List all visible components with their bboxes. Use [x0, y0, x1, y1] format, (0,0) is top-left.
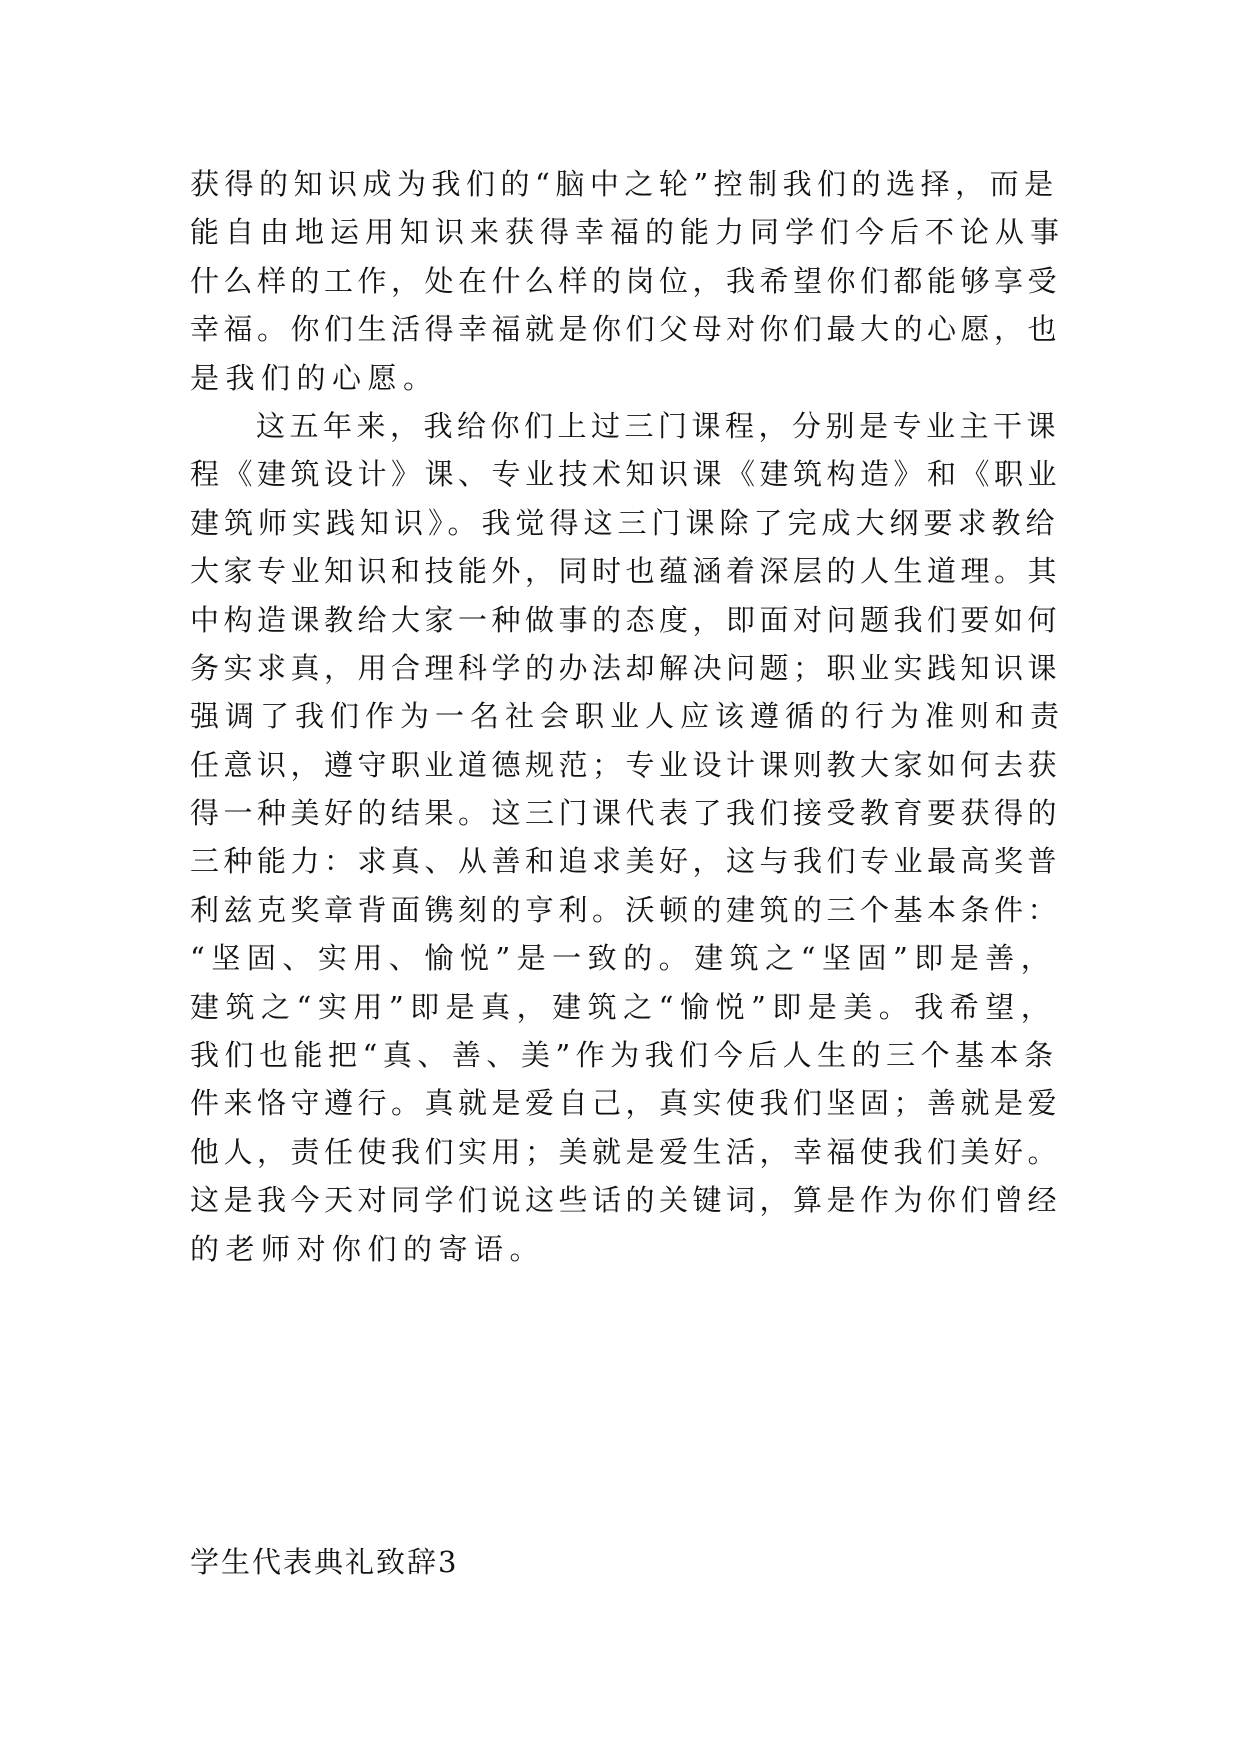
text-line: 三种能力：求真、从善和追求美好，这与我们专业最高奖普 — [190, 844, 1062, 879]
text-line: 程《建筑设计》课、专业技术知识课《建筑构造》和《职业 — [190, 457, 1062, 492]
section-heading: 学生代表典礼致辞3 — [190, 1545, 459, 1579]
text-line: 建筑之“实用”即是真，建筑之“愉悦”即是美。我希望， — [190, 989, 1057, 1024]
text-line: 的老师对你们的寄语。 — [190, 1231, 546, 1266]
text-line: 中构造课教给大家一种做事的态度，即面对问题我们要如何 — [190, 602, 1062, 637]
text-line: 我们也能把“真、善、美”作为我们今后人生的三个基本条 — [190, 1038, 1059, 1073]
text-line: 务实求真，用合理科学的办法却解决问题；职业实践知识课 — [190, 650, 1062, 685]
text-line: 得一种美好的结果。这三门课代表了我们接受教育要获得的 — [190, 796, 1062, 831]
text-line: 建筑师实践知识》。我觉得这三门课除了完成大纲要求教给 — [190, 505, 1060, 540]
text-line: 什么样的工作，处在什么样的岗位，我希望你们都能够享受 — [190, 263, 1062, 298]
text-line: 能自由地运用知识来获得幸福的能力同学们今后不论从事 — [190, 215, 1066, 250]
paragraph-first-line: 这五年来，我给你们上过三门课程，分别是专业主干课 — [256, 408, 1061, 443]
text-line: 是我们的心愿。 — [190, 360, 439, 395]
text-line: 他人，责任使我们实用；美就是爱生活，幸福使我们美好。 — [190, 1134, 1062, 1169]
text-line: 大家专业知识和技能外，同时也蕴涵着深层的人生道理。其 — [190, 554, 1062, 589]
body-text — [190, 160, 1070, 1273]
text-line: 幸福。你们生活得幸福就是你们父母对你们最大的心愿，也 — [190, 312, 1062, 347]
text-line: 件来恪守遵行。真就是爱自己，真实使我们坚固；善就是爱 — [190, 1086, 1062, 1121]
text-line: 利兹克奖章背面镌刻的亨利。沃顿的建筑的三个基本条件： — [190, 892, 1062, 927]
text-line: “坚固、实用、愉悦”是一致的。建筑之“坚固”即是善， — [190, 941, 1057, 976]
text-line: 这是我今天对同学们说这些话的关键词，算是作为你们曾经 — [190, 1183, 1062, 1218]
text-line: 强调了我们作为一名社会职业人应该遵循的行为准则和责 — [190, 699, 1066, 734]
text-line: 任意识，遵守职业道德规范；专业设计课则教大家如何去获 — [190, 747, 1062, 782]
text-line: 获得的知识成为我们的“脑中之轮”控制我们的选择，而是 — [190, 167, 1059, 201]
